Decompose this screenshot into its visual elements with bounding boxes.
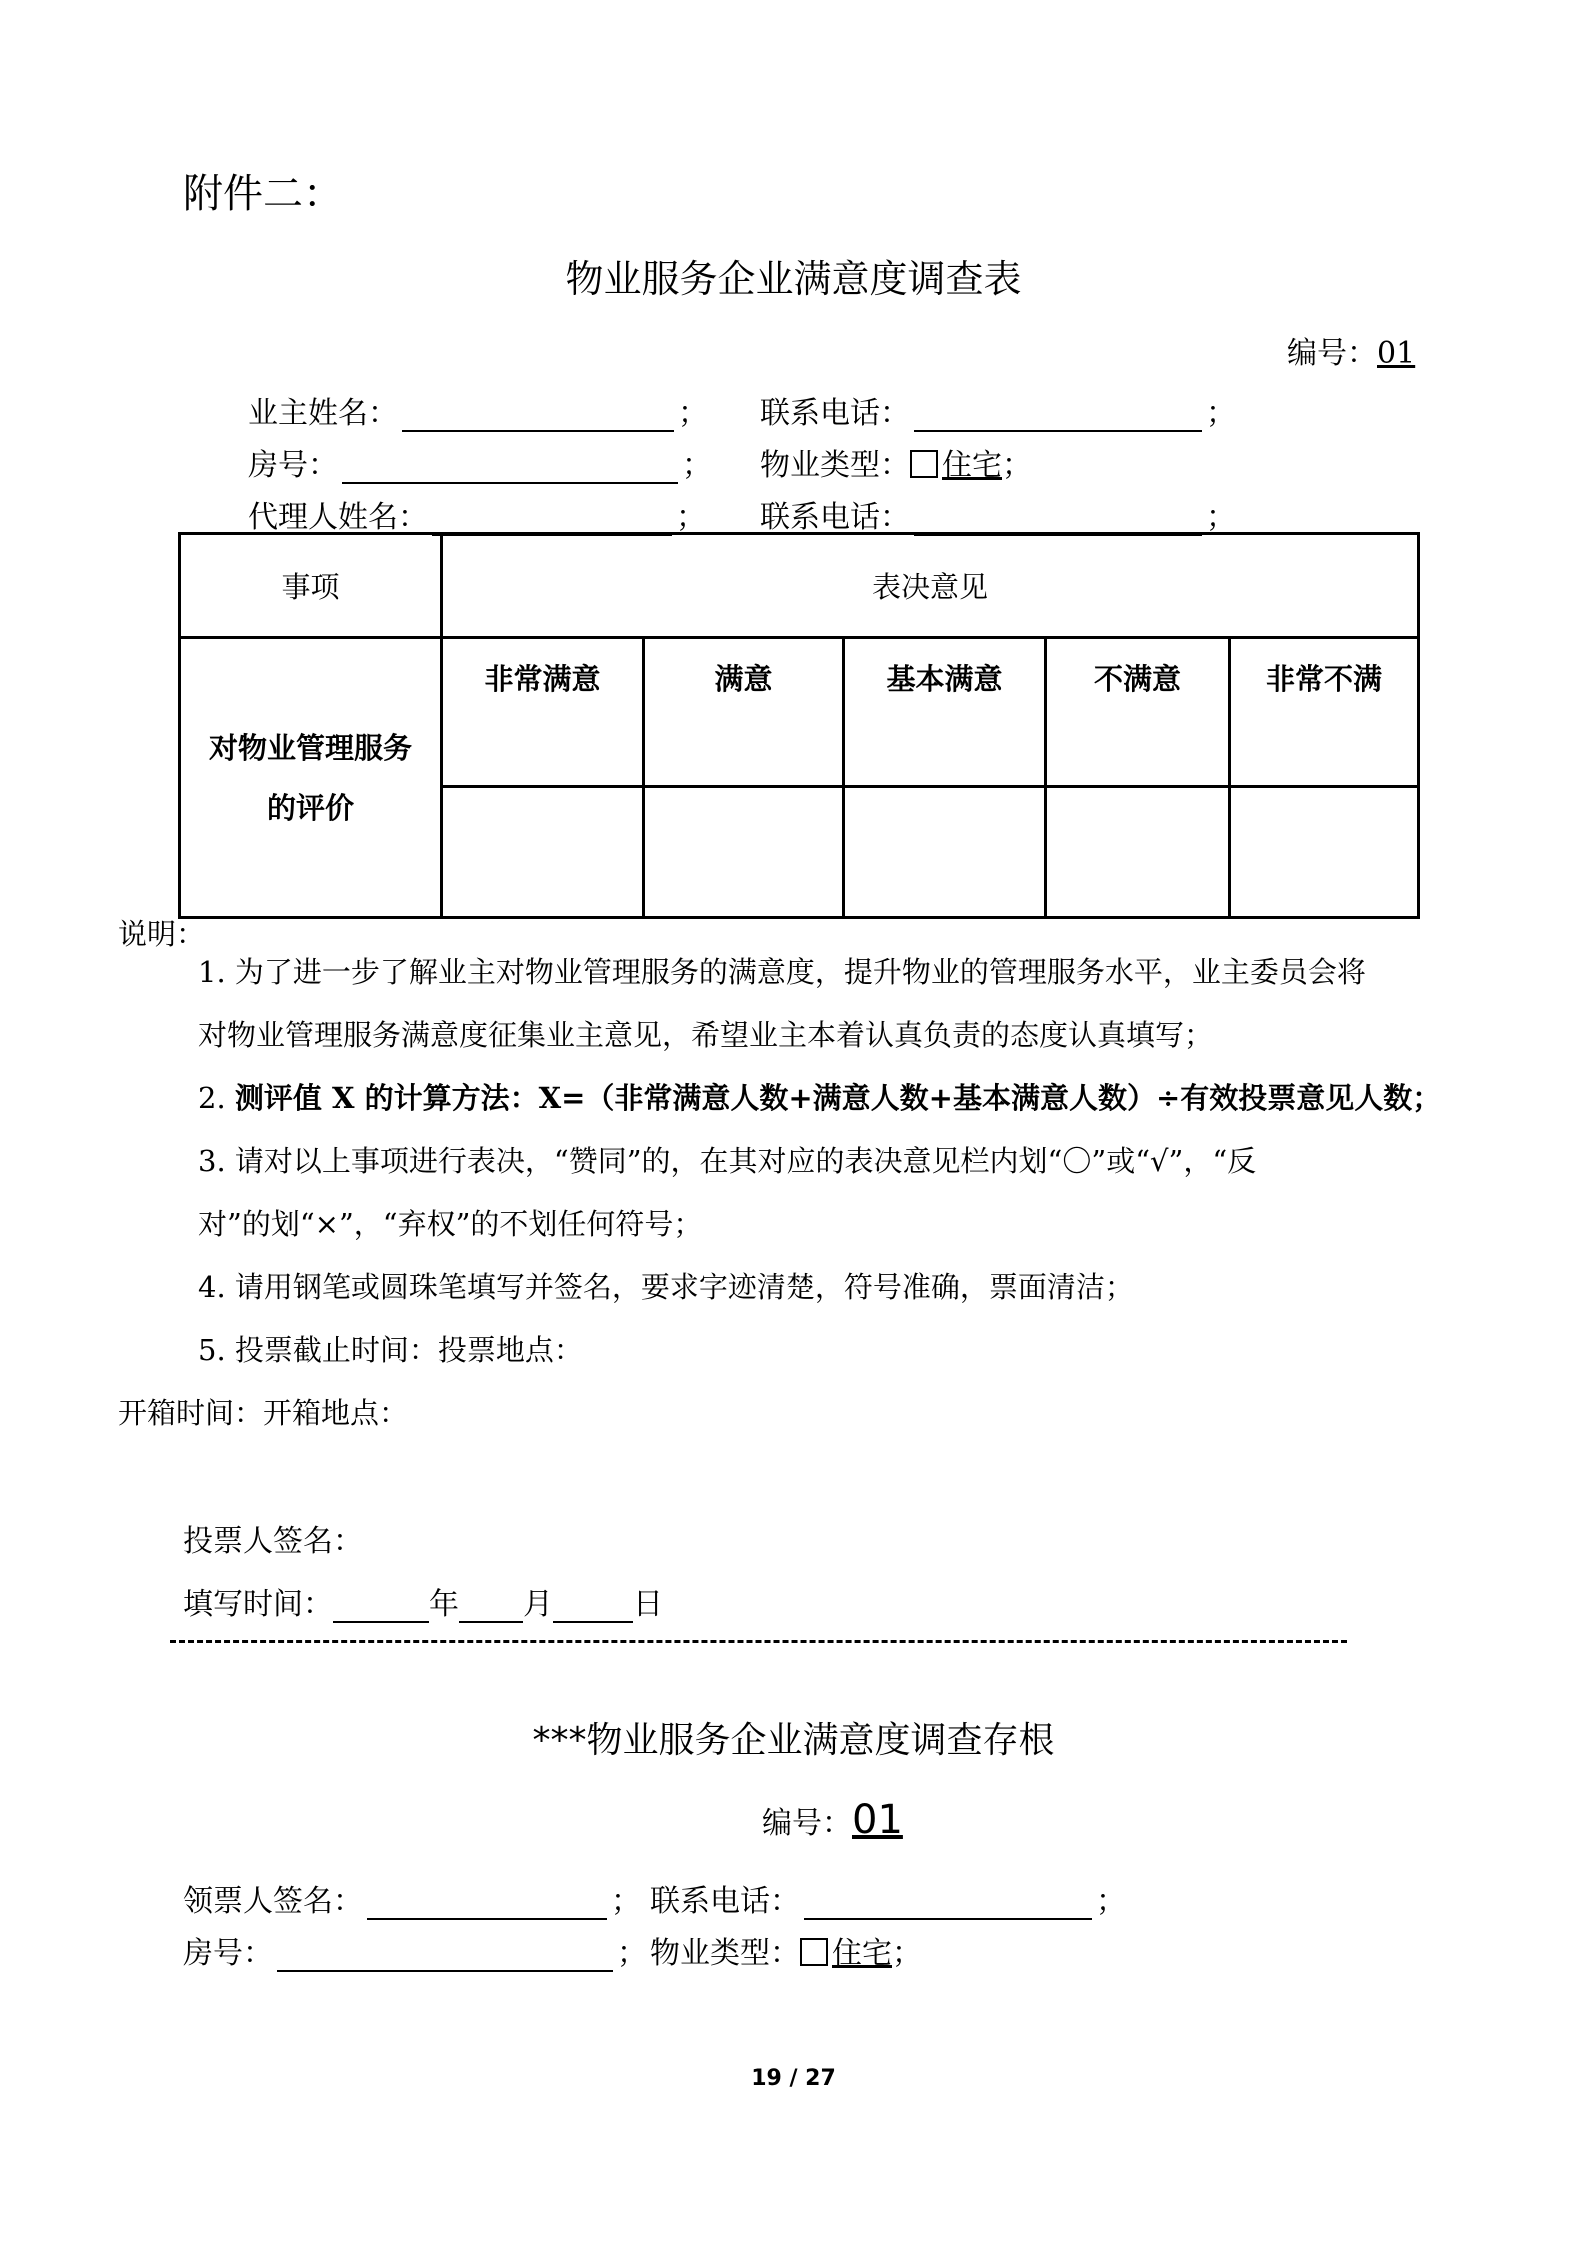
agent-phone-label: 联系电话：: [760, 500, 910, 535]
serial-value: 01: [1377, 336, 1416, 371]
stub-phone-line[interactable]: [804, 1886, 1092, 1920]
vote-cell-basically-satisfied[interactable]: [844, 787, 1046, 918]
item-line-2: 的评价: [266, 790, 354, 825]
open-time-place: 开箱时间：开箱地点：: [118, 1396, 409, 1430]
fill-date-label: 填写时间：: [183, 1587, 333, 1622]
owner-name-label: 业主姓名：: [248, 396, 398, 431]
note-2-number: 2.: [198, 1081, 235, 1115]
stub-serial-label: 编号：: [762, 1806, 852, 1841]
stub-phone-label: 联系电话：: [650, 1884, 800, 1919]
room-field[interactable]: 房号： ；: [248, 448, 712, 483]
agent-name-line[interactable]: [432, 502, 672, 536]
item-cell: [180, 638, 442, 918]
stub-serial-number: [762, 1797, 903, 1843]
room-line[interactable]: [342, 450, 678, 484]
stub-room-line[interactable]: [277, 1938, 613, 1972]
option-unsatisfied: 不满意: [1046, 638, 1230, 787]
year-label: 年: [429, 1587, 459, 1622]
day-line[interactable]: [553, 1589, 633, 1623]
vote-cell-unsatisfied[interactable]: [1046, 787, 1230, 918]
stub-serial-value: 01: [852, 1797, 903, 1843]
option-basically-satisfied: 基本满意: [844, 638, 1046, 787]
serial-label: 编号：: [1287, 336, 1377, 371]
note-3-line-2: 对”的划“×”，“弃权”的不划任何符号；: [198, 1207, 703, 1241]
room-label: 房号：: [248, 448, 338, 483]
receiver-line[interactable]: [367, 1886, 607, 1920]
stub-residential-checkbox[interactable]: [800, 1938, 828, 1966]
note-4: 4. 请用钢笔或圆珠笔填写并签名，要求字迹清楚，符号准确，票面清洁；: [198, 1270, 1134, 1304]
page-number: 19 / 27: [751, 2066, 836, 2091]
month-line[interactable]: [459, 1589, 523, 1623]
cut-line-divider: [170, 1640, 1347, 1643]
receiver-signature-field[interactable]: 领票人签名： ；: [183, 1884, 641, 1919]
stub-phone-field[interactable]: 联系电话： ；: [650, 1884, 1126, 1919]
note-3-line-1: 3. 请对以上事项进行表决，“赞同”的，在其对应的表决意见栏内划“〇”或“√”，“反: [198, 1144, 1257, 1178]
note-1-line-2: 对物业管理服务满意度征集业主意见，希望业主本着认真负责的态度认真填写；: [198, 1018, 1214, 1052]
owner-phone-line[interactable]: [914, 398, 1202, 432]
vote-cell-satisfied[interactable]: [644, 787, 844, 918]
item-header: 事项: [180, 534, 442, 638]
owner-phone-label: 联系电话：: [760, 396, 910, 431]
agent-phone-line[interactable]: [914, 502, 1202, 536]
day-label: 日: [633, 1587, 663, 1622]
agent-phone-field[interactable]: 联系电话： ；: [760, 500, 1236, 535]
owner-name-field[interactable]: 业主姓名： ；: [248, 396, 708, 431]
residential-option: 住宅: [942, 448, 1002, 483]
vote-cell-very-unsatisfied[interactable]: [1230, 787, 1419, 918]
opinion-header: 表决意见: [442, 534, 1419, 638]
property-type-field: 物业类型： 住宅；: [760, 448, 1032, 483]
option-very-unsatisfied: 非常不满: [1230, 638, 1419, 787]
note-2-text: 测评值 X 的计算方法：X=（非常满意人数+满意人数+基本满意人数）÷有效投票意见人数；: [234, 1081, 1442, 1115]
stub-title: ***物业服务企业满意度调查存根: [532, 1720, 1055, 1761]
item-line-1: 对物业管理服务: [208, 730, 412, 765]
year-line[interactable]: [333, 1589, 429, 1623]
month-label: 月: [523, 1587, 553, 1622]
vote-cell-very-satisfied[interactable]: [442, 787, 644, 918]
note-5: 5. 投票截止时间：投票地点：: [198, 1333, 583, 1367]
voter-signature-label: 投票人签名：: [183, 1524, 363, 1559]
stub-room-field[interactable]: 房号： ；: [183, 1936, 647, 1971]
owner-phone-field[interactable]: 联系电话： ；: [760, 396, 1236, 431]
residential-checkbox[interactable]: [910, 450, 938, 478]
attachment-label: 附件二：: [183, 171, 343, 217]
owner-name-line[interactable]: [402, 398, 674, 432]
page-title: 物业服务企业满意度调查表: [565, 257, 1022, 301]
stub-room-label: 房号：: [183, 1936, 273, 1971]
stub-property-type-label: 物业类型：: [650, 1936, 800, 1971]
serial-number: [1287, 328, 1415, 372]
property-type-label: 物业类型：: [760, 448, 910, 483]
option-very-satisfied: 非常满意: [442, 638, 644, 787]
note-2: [198, 1076, 1441, 1117]
stub-property-type-field: 物业类型： 住宅；: [650, 1936, 922, 1971]
vote-table: [178, 532, 1420, 919]
note-1-line-1: 1. 为了进一步了解业主对物业管理服务的满意度，提升物业的管理服务水平，业主委员会将: [198, 955, 1366, 989]
receiver-label: 领票人签名：: [183, 1884, 363, 1919]
agent-name-label: 代理人姓名：: [248, 500, 428, 535]
agent-name-field[interactable]: 代理人姓名： ；: [248, 500, 706, 535]
notes-heading: 说明：: [118, 917, 206, 951]
fill-date-field[interactable]: [183, 1579, 663, 1623]
option-satisfied: 满意: [644, 638, 844, 787]
stub-residential-option: 住宅: [832, 1936, 892, 1971]
